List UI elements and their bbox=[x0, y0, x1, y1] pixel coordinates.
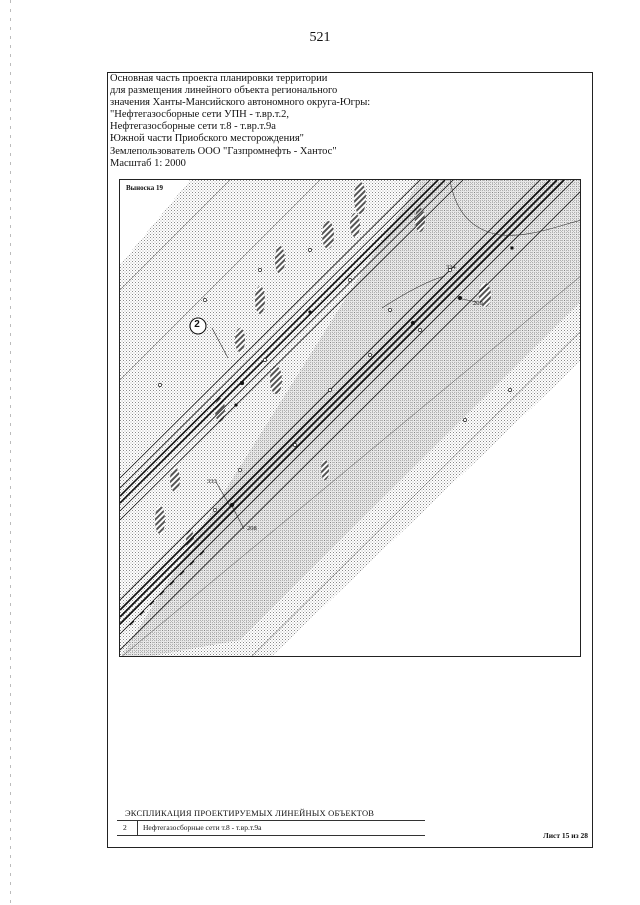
map-label-208: 208 bbox=[247, 525, 257, 532]
scale-line: Масштаб 1: 2000 bbox=[110, 157, 186, 169]
title-line: значения Ханты-Мансийского автономного округа-Югры: bbox=[110, 97, 371, 109]
title-block bbox=[110, 73, 370, 170]
title-line: для размещения линейного объекта регионального bbox=[110, 85, 338, 97]
explication-row-number: 2 bbox=[123, 823, 127, 832]
map-frame bbox=[119, 179, 581, 657]
title-line: Южной части Приобского месторождения" bbox=[110, 133, 304, 145]
object-marker-label: 2 bbox=[194, 319, 200, 330]
map-label-209: 209 bbox=[473, 300, 483, 307]
title-line: Нефтегазосборные сети т.8 - т.вр.т.9а bbox=[110, 121, 276, 133]
callout-title: Выноска 19 bbox=[126, 184, 163, 192]
explication-row-text: Нефтегазосборные сети т.8 - т.вр.т.9а bbox=[143, 823, 262, 832]
page-number: 521 bbox=[309, 30, 331, 45]
explication-title: ЭКСПЛИКАЦИЯ ПРОЕКТИРУЕМЫХ ЛИНЕЙНЫХ ОБЪЕКТОВ bbox=[125, 808, 375, 818]
sheet-counter: Лист 15 из 28 bbox=[543, 831, 588, 840]
explication-bottom-rule bbox=[117, 835, 425, 836]
map-drawing bbox=[120, 180, 581, 657]
title-line: Землепользователь ООО "Газпромнефть - Хантос" bbox=[110, 145, 337, 157]
map-label-334: 334 bbox=[446, 264, 456, 271]
map-label-333: 333 bbox=[207, 478, 217, 485]
explication-row bbox=[117, 821, 425, 835]
title-line: "Нефтегазосборные сети УПН - т.вр.т.2, bbox=[110, 109, 290, 121]
explication-column-divider bbox=[137, 821, 138, 835]
title-line: Основная часть проекта планировки территории bbox=[110, 73, 328, 84]
scan-edge-artifact bbox=[10, 0, 11, 905]
